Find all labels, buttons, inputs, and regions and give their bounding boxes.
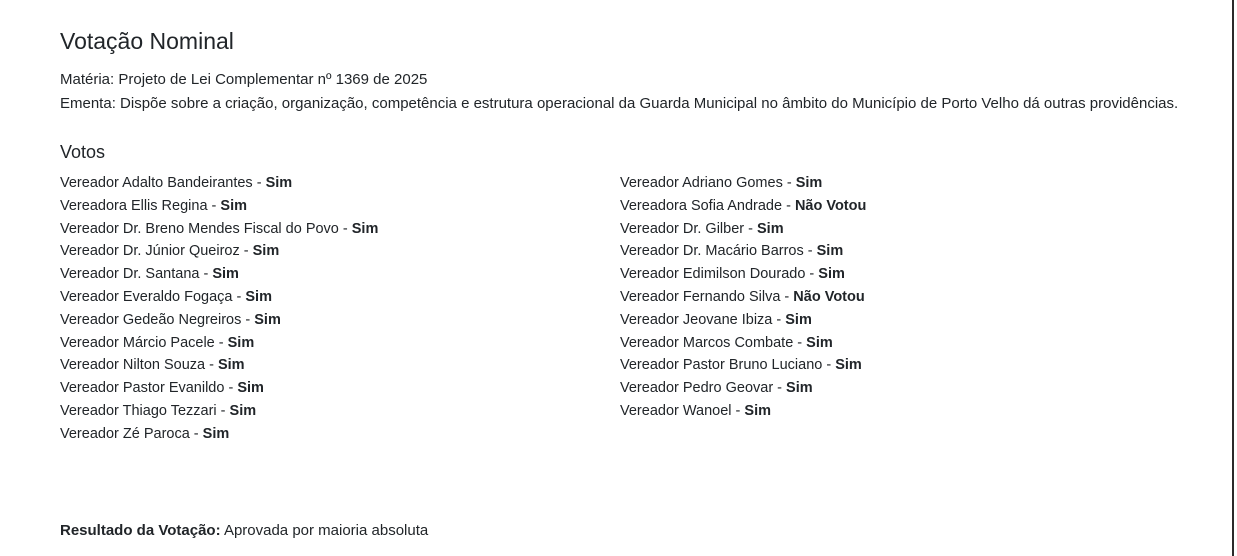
vote-row bbox=[620, 377, 1180, 400]
vote-separator: - bbox=[731, 402, 745, 419]
ementa-label: Ementa: bbox=[60, 95, 116, 112]
vote-row bbox=[620, 263, 1180, 286]
vote-value: Sim bbox=[835, 357, 862, 374]
vote-value: Sim bbox=[816, 243, 844, 260]
council-member-name: Vereador Pedro Geovar bbox=[620, 380, 774, 397]
materia-label: Matéria: bbox=[60, 71, 115, 88]
vote-separator: - bbox=[338, 220, 352, 237]
council-member-name: Vereador Adalto Bandeirantes bbox=[60, 175, 253, 191]
vote-value: Sim bbox=[786, 380, 813, 397]
vote-value: Sim bbox=[785, 311, 812, 328]
vote-separator: - bbox=[241, 311, 255, 328]
vote-value: Sim bbox=[217, 357, 245, 374]
result-value: Aprovada por maioria absoluta bbox=[223, 522, 429, 539]
vote-row bbox=[620, 354, 1180, 377]
votes-list bbox=[60, 172, 1180, 446]
council-member-name: Vereador Pastor Bruno Luciano bbox=[620, 357, 823, 374]
council-member-name: Vereador Jeovane Ibiza bbox=[620, 311, 773, 328]
council-member-name: Vereador Dr. Breno Mendes Fiscal do Povo bbox=[60, 220, 339, 237]
vote-value: Sim bbox=[351, 220, 379, 237]
vote-separator: - bbox=[805, 266, 819, 283]
vote-separator: - bbox=[207, 197, 221, 214]
bill-info bbox=[60, 68, 1180, 116]
materia-line bbox=[60, 68, 1180, 92]
ementa-line bbox=[60, 92, 1180, 116]
vote-row bbox=[60, 400, 620, 423]
vote-value: Sim bbox=[265, 175, 293, 191]
vote-separator: - bbox=[782, 175, 796, 191]
vote-row bbox=[620, 332, 1180, 355]
vote-separator: - bbox=[189, 425, 203, 442]
vote-value: Sim bbox=[229, 402, 257, 419]
vote-row bbox=[620, 195, 1180, 218]
council-member-name: Vereador Márcio Pacele bbox=[60, 334, 215, 351]
council-member-name: Vereador Everaldo Fogaça bbox=[60, 288, 233, 305]
council-member-name: Vereador Pastor Evanildo bbox=[60, 380, 225, 397]
votes-column-right bbox=[620, 172, 1180, 446]
vote-separator: - bbox=[216, 402, 230, 419]
vote-separator: - bbox=[199, 266, 213, 283]
council-member-name: Vereador Edimilson Dourado bbox=[620, 266, 806, 283]
vote-row bbox=[60, 263, 620, 286]
vote-value: Sim bbox=[220, 197, 247, 214]
vote-row bbox=[60, 377, 620, 400]
page-title: Votação Nominal bbox=[60, 28, 234, 54]
council-member-name: Vereador Dr. Santana bbox=[60, 266, 200, 283]
vote-row bbox=[620, 286, 1180, 309]
vote-value: Sim bbox=[237, 380, 264, 397]
council-member-name: Vereador Gedeão Negreiros bbox=[60, 311, 242, 328]
vote-value: Sim bbox=[757, 220, 784, 237]
vote-value: Sim bbox=[254, 311, 281, 328]
vote-value: Sim bbox=[252, 243, 280, 260]
vote-value: Sim bbox=[202, 425, 230, 442]
council-member-name: Vereador Thiago Tezzari bbox=[60, 402, 217, 419]
vote-row bbox=[620, 240, 1180, 263]
council-member-name: Vereador Marcos Combate bbox=[620, 334, 794, 351]
vote-value: Sim bbox=[818, 266, 845, 283]
vote-separator: - bbox=[232, 288, 246, 305]
vote-row bbox=[60, 195, 620, 218]
council-member-name: Vereador Nilton Souza bbox=[60, 357, 206, 374]
vote-row bbox=[620, 218, 1180, 241]
result-label: Resultado da Votação: bbox=[60, 522, 221, 539]
vote-separator: - bbox=[803, 243, 817, 260]
ementa-value: Dispõe sobre a criação, organização, competência e estrutura operacional da Guarda Municipal no âmbito do Município de Porto Velho dá outras providências. bbox=[120, 95, 1179, 112]
vote-separator: - bbox=[780, 288, 794, 305]
vote-separator: - bbox=[772, 311, 786, 328]
council-member-name: Vereador Zé Paroca bbox=[60, 425, 190, 442]
vote-separator: - bbox=[744, 220, 758, 237]
vote-value: Sim bbox=[795, 175, 823, 191]
vote-value: Sim bbox=[245, 288, 272, 305]
council-member-name: Vereador Fernando Silva bbox=[620, 288, 781, 305]
votes-column-left bbox=[60, 172, 620, 446]
council-member-name: Vereador Dr. Júnior Queiroz bbox=[60, 243, 240, 260]
vote-row bbox=[60, 332, 620, 355]
council-member-name: Vereador Wanoel bbox=[620, 402, 732, 419]
votes-heading: Votos bbox=[60, 142, 106, 162]
vote-separator: - bbox=[773, 380, 787, 397]
vote-value: Não Votou bbox=[794, 197, 867, 214]
vote-row bbox=[620, 400, 1180, 423]
vote-separator: - bbox=[239, 243, 253, 260]
vote-row bbox=[60, 172, 620, 195]
materia-value: Projeto de Lei Complementar nº 1369 de 2025 bbox=[118, 71, 428, 88]
vote-value: Sim bbox=[744, 402, 771, 419]
vote-value: Sim bbox=[227, 334, 255, 351]
vote-separator: - bbox=[782, 197, 795, 214]
vote-row bbox=[60, 309, 620, 332]
vote-value: Sim bbox=[806, 334, 833, 351]
vote-row bbox=[60, 286, 620, 309]
vote-row bbox=[620, 172, 1180, 195]
vote-separator: - bbox=[252, 175, 266, 191]
vote-row bbox=[60, 423, 620, 446]
vote-row bbox=[60, 240, 620, 263]
vote-row bbox=[60, 354, 620, 377]
vote-row bbox=[620, 309, 1180, 332]
voting-result bbox=[60, 520, 428, 542]
vote-row bbox=[60, 218, 620, 241]
vote-separator: - bbox=[224, 380, 238, 397]
vote-separator: - bbox=[214, 334, 228, 351]
vote-value: Não Votou bbox=[793, 288, 865, 305]
voting-panel bbox=[60, 26, 1180, 446]
council-member-name: Vereadora Sofia Andrade bbox=[620, 197, 783, 214]
vote-separator: - bbox=[822, 357, 836, 374]
council-member-name: Vereador Dr. Macário Barros bbox=[620, 243, 804, 260]
vote-separator: - bbox=[793, 334, 807, 351]
council-member-name: Vereador Dr. Gilber bbox=[620, 220, 745, 237]
vote-separator: - bbox=[205, 357, 218, 374]
council-member-name: Vereadora Ellis Regina bbox=[60, 197, 208, 214]
council-member-name: Vereador Adriano Gomes bbox=[620, 175, 783, 191]
vote-value: Sim bbox=[212, 266, 239, 283]
